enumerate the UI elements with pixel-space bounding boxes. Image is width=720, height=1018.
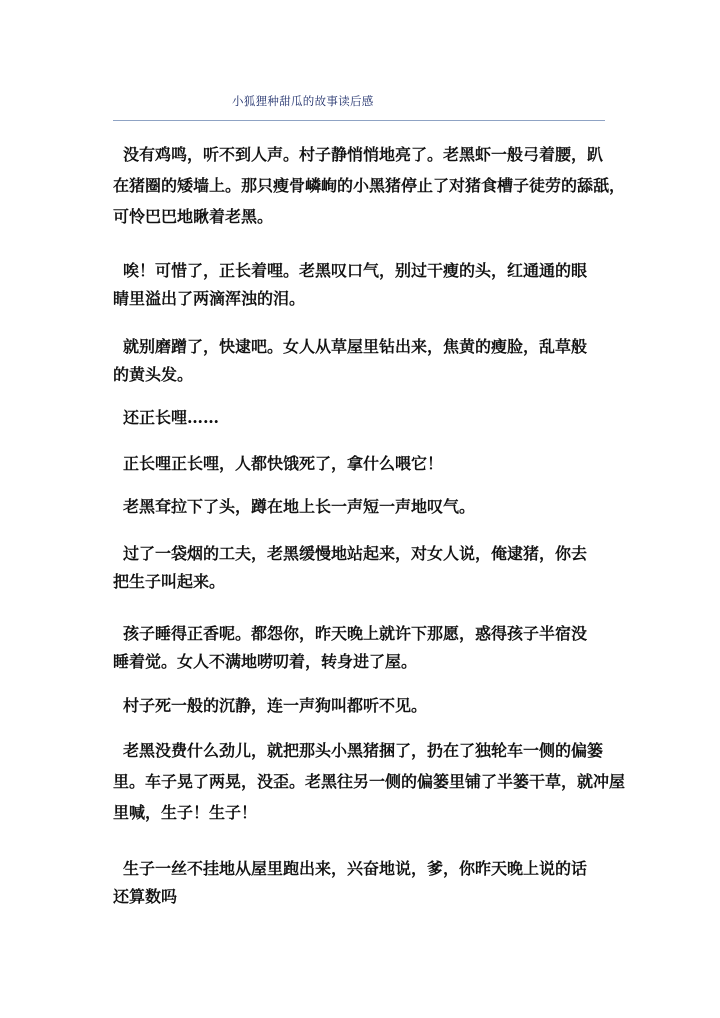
paragraph-line: 过了一袋烟的工夫，老黑缓慢地站起来，对女人说，俺逮猪，你去 (123, 544, 588, 563)
header-divider (113, 120, 605, 121)
paragraph-line: 的黄头发。 (113, 365, 194, 384)
paragraph-line: 睛里溢出了两滴浑浊的泪。 (113, 289, 306, 308)
paragraph-3 (113, 333, 613, 389)
paragraph-4 (113, 404, 613, 432)
paragraph-1 (113, 139, 626, 232)
paragraph-line: 里喊，生子！生子！ (113, 803, 258, 822)
paragraph-line: 还算数吗 (113, 887, 178, 906)
document-header-title: 小狐狸种甜瓜的故事读后感 (232, 94, 374, 108)
paragraph-line: 老黑没费什么劲儿，就把那头小黑猪捆了，扔在了独轮车一侧的偏篓 (123, 741, 604, 760)
paragraph-line: 生子一丝不挂地从屋里跑出来，兴奋地说，爹，你昨天晚上说的话 (123, 859, 588, 878)
paragraph-11 (113, 855, 613, 911)
paragraph-line: 孩子睡得正香呢。都怨你，昨天晚上就许下那愿，惑得孩子半宿没 (123, 624, 588, 643)
paragraph-2 (113, 257, 613, 313)
paragraph-6 (113, 493, 613, 521)
paragraph-line: 老黑耷拉下了头，蹲在地上长一声短一声地叹气。 (123, 497, 476, 516)
paragraph-line: 睡着觉。女人不满地唠叨着，转身进了屋。 (113, 652, 418, 671)
paragraph-7 (113, 540, 613, 596)
paragraph-9 (113, 692, 613, 720)
paragraph-line: 里。车子晃了两晃，没歪。老黑往另一侧的偏篓里铺了半篓干草，就冲屋 (113, 772, 626, 791)
paragraph-line: 正长哩正长哩，人都快饿死了，拿什么喂它！ (123, 454, 444, 473)
paragraph-line: 把生子叫起来。 (113, 572, 226, 591)
paragraph-line: 没有鸡鸣，听不到人声。村子静悄悄地亮了。老黑虾一般弓着腰，趴 (123, 145, 604, 164)
paragraph-line: 村子死一般的沉静，连一声狗叫都听不见。 (123, 696, 428, 715)
paragraph-line: 可怜巴巴地瞅着老黑。 (113, 207, 274, 226)
paragraph-line: 唉！可惜了，正长着哩。老黑叹口气，别过干瘦的头，红通通的眼 (123, 261, 588, 280)
paragraph-8 (113, 620, 613, 676)
paragraph-line: 还正长哩…… (123, 408, 220, 427)
paragraph-10 (113, 735, 626, 828)
paragraph-line: 在猪圈的矮墙上。那只瘦骨嶙峋的小黑猪停止了对猪食槽子徒劳的舔舐， (113, 176, 626, 195)
paragraph-5 (113, 450, 613, 478)
paragraph-line: 就别磨蹭了，快逮吧。女人从草屋里钻出来，焦黄的瘦脸，乱草般 (123, 337, 588, 356)
